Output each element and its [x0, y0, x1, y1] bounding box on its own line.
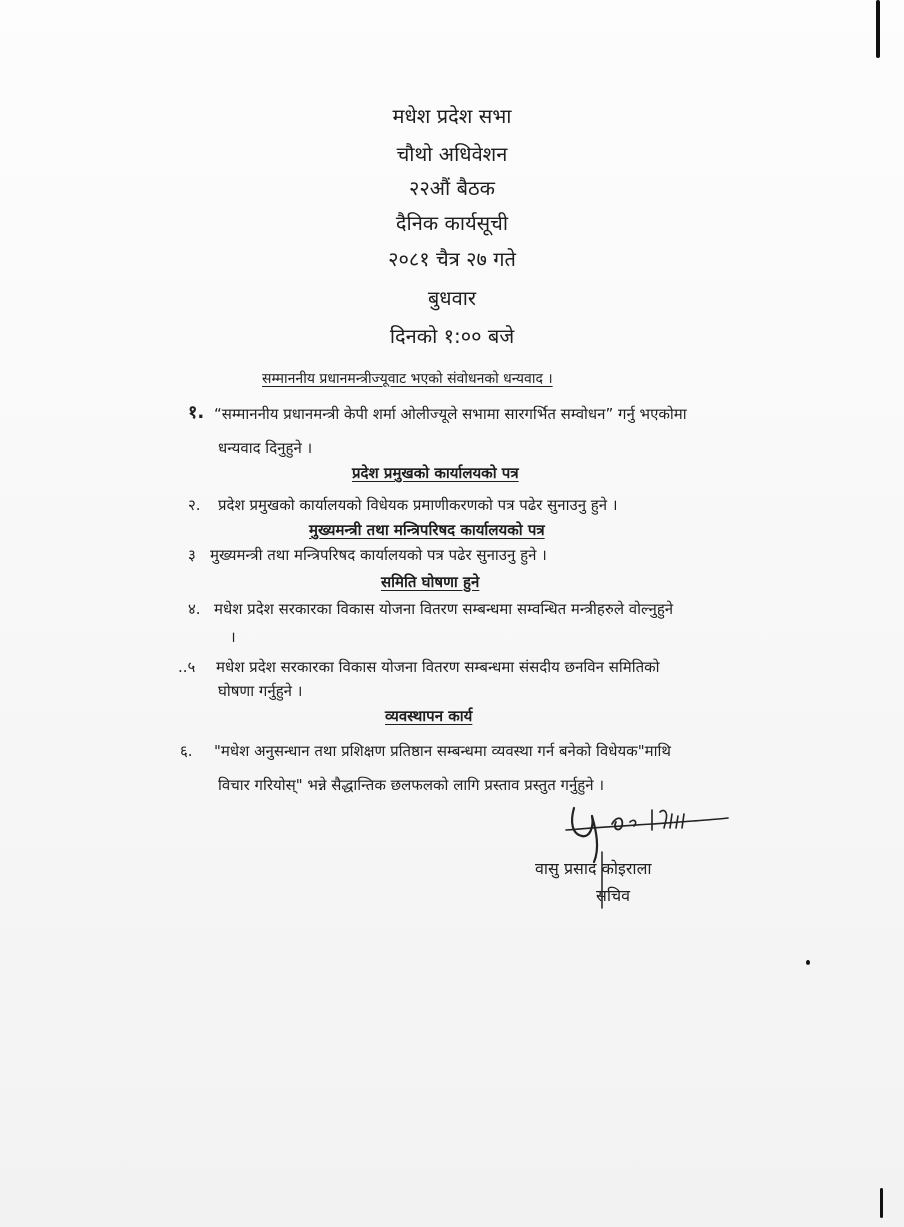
item-number-4: ४. — [188, 600, 201, 618]
item-5-line-1: मधेश प्रदेश सरकारका विकास योजना वितरण सम्बन्धमा संसदीय छनविन समितिको — [216, 658, 660, 676]
item-number-6: ६. — [180, 742, 193, 760]
item-number-3: ३ — [188, 546, 196, 564]
assembly-name: मधेश प्रदेश सभा — [392, 104, 512, 128]
item-4-line-2: । — [230, 628, 236, 646]
item-4-line-1: मधेश प्रदेश सरकारका विकास योजना वितरण सम्बन्धमा सम्वन्धित मन्त्रीहरुले वोल्नुहुने — [214, 600, 674, 618]
item-number-5: ..५ — [178, 658, 196, 676]
section-heading-chief-minister: मुख्यमन्त्री तथा मन्त्रिपरिषद कार्यालयको पत्र — [309, 521, 545, 539]
scan-edge-mark-top — [876, 0, 880, 58]
item-6-line-2: विचार गरियोस्" भन्ने सैद्धान्तिक छलफलको लागि प्रस्ताव प्रस्तुत गर्नुहुने । — [218, 776, 605, 794]
item-2-line-1: प्रदेश प्रमुखको कार्यालयको विधेयक प्रमाणीकरणको पत्र पढेर सुनाउनु हुने । — [218, 496, 618, 514]
section-heading-thanks: सम्माननीय प्रधानमन्त्रीज्यूवाट भएको संवोधनको धन्यवाद । — [262, 371, 553, 387]
item-1-line-2: धन्यवाद दिनुहुने । — [218, 439, 313, 457]
signatory-title: सचिव — [596, 886, 631, 905]
section-heading-committee: समिति घोषणा हुने — [381, 573, 480, 591]
meeting-day: बुधवार — [427, 286, 477, 310]
section-heading-legislation: व्यवस्थापन कार्य — [385, 707, 473, 725]
section-heading-province-chief: प्रदेश प्रमुखको कार्यालयको पत्र — [352, 464, 519, 482]
scan-speck — [806, 960, 810, 965]
item-number-1: १. — [188, 402, 205, 423]
scan-edge-mark-bottom — [880, 1188, 883, 1218]
item-1-line-1: “सम्माननीय प्रधानमन्त्री केपी शर्मा ओलीज्यूले सभामा सारगर्भित सम्वोधन” गर्नु भएकोमा — [214, 405, 687, 423]
handwritten-signature — [560, 800, 730, 910]
item-number-2: २. — [188, 496, 201, 514]
session-title: चौथो अधिवेशन — [396, 142, 508, 166]
item-6-line-1: "मधेश अनुसन्धान तथा प्रशिक्षण प्रतिष्ठान सम्बन्धमा व्यवस्था गर्न बनेको विधेयक"माथि — [214, 742, 671, 760]
meeting-date: २०८१ चैत्र २७ गते — [388, 247, 516, 271]
item-3-line-1: मुख्यमन्त्री तथा मन्त्रिपरिषद कार्यालयको पत्र पढेर सुनाउनु हुने । — [210, 546, 547, 564]
signatory-name: वासु प्रसाद कोइराला — [535, 859, 652, 878]
item-5-line-2: घोषणा गर्नुहुने । — [218, 682, 303, 700]
agenda-title: दैनिक कार्यसूची — [395, 211, 509, 235]
meeting-number: २२औं बैठक — [409, 176, 495, 200]
meeting-time: दिनको १:०० बजे — [389, 324, 515, 348]
